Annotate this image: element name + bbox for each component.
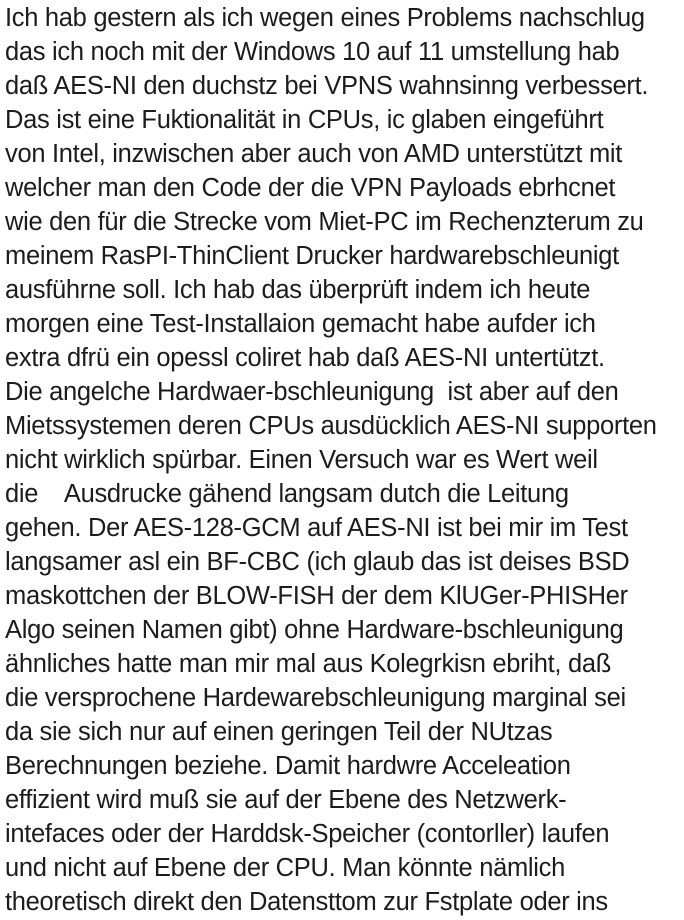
text-line: langsamer asl ein BF-CBC (ich glaub das ist deises BSD [5,548,630,576]
text-line: effizient wird muß sie auf der Ebene des Netzwerk- [5,786,567,814]
text-line: Das ist eine Fuktionalität in CPUs, ic glaben eingeführt [5,106,604,134]
text-line: ausführne soll. Ich hab das überprüft indem ich heute [5,276,591,304]
text-line: Ich hab gestern als ich wegen eines Problems nachschlug [5,4,645,32]
text-line: Die angelche Hardwaer-bschleunigung ist aber auf den [5,378,619,406]
text-line: wie den für die Strecke vom Miet-PC im Rechenzterum zu [5,208,644,236]
text-line: Berechnungen beziehe. Damit hardwre Acceleation [5,752,571,780]
text-line: meinem RasPI-ThinClient Drucker hardwarebschleunigt [5,242,619,270]
text-line: maskottchen der BLOW-FISH der dem KlUGer-PHISHer [5,582,628,610]
text-line: gehen. Der AES-128-GCM auf AES-NI ist bei mir im Test [5,514,628,542]
text-line: die Ausdrucke gähend langsam dutch die Leitung [5,480,569,508]
text-line: intefaces oder der Harddsk-Speicher (contorller) laufen [5,820,610,848]
text-line: extra dfrü ein opessl coliret hab daß AES-NI untertützt. [5,344,605,372]
text-line: theoretisch direkt den Datensttom zur Fstplate oder ins [5,888,608,916]
text-line: da sie sich nur auf einen geringen Teil der NUtzas [5,718,553,746]
text-line: Mietssystemen deren CPUs ausdücklich AES-NI supporten [5,412,657,440]
text-line: die versprochene Hardewarebschleunigung marginal sei [5,684,626,712]
text-line: das ich noch mit der Windows 10 auf 11 umstellung hab [5,38,620,66]
text-line: daß AES-NI den duchstz bei VPNS wahnsinng verbessert. [5,72,649,100]
text-line: welcher man den Code der die VPN Payloads ebrhcnet [5,174,616,202]
text-line: Algo seinen Namen gibt) ohne Hardware-bschleunigung [5,616,624,644]
text-line: und nicht auf Ebene der CPU. Man könnte nämlich [5,854,565,882]
text-line: von Intel, inzwischen aber auch von AMD unterstützt mit [5,140,623,168]
text-line: morgen eine Test-Installaion gemacht habe aufder ich [5,310,596,338]
text-line: nicht wirklich spürbar. Einen Versuch war es Wert weil [5,446,598,474]
text-line: ähnliches hatte man mir mal aus Kolegrkisn ebriht, daß [5,650,612,678]
